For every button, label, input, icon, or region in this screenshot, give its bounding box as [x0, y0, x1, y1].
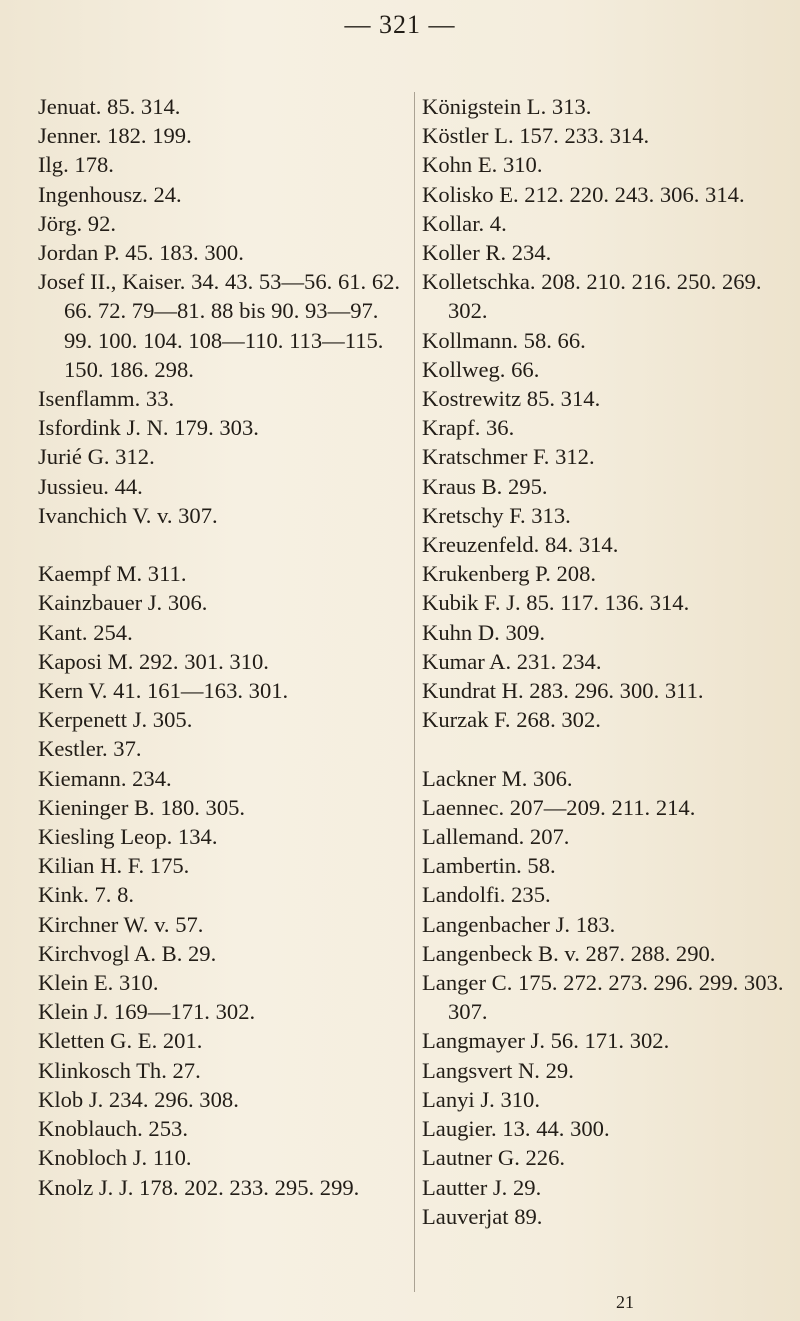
index-entry: Ilg. 178. — [38, 152, 114, 178]
index-entry: Klein J. 169—171. 302. — [38, 999, 256, 1025]
index-entry: Knobloch J. 110. — [38, 1145, 192, 1171]
index-entry: Langer C. 175. 272. 273. 296. 299. 303. 307. — [422, 970, 784, 1025]
index-entry: Lautner G. 226. — [422, 1145, 566, 1171]
index-entry: Klein E. 310. — [38, 970, 159, 996]
index-entry: Lallemand. 207. — [422, 824, 570, 850]
index-entry: Jörg. 92. — [38, 210, 117, 236]
index-entry: Lambertin. 58. — [422, 853, 556, 879]
index-entry: Kolletschka. 208. 210. 216. 250. 269. 302. — [422, 269, 762, 324]
index-entry: Krukenberg P. 208. — [422, 561, 597, 587]
index-entry: Isenflamm. 33. — [38, 386, 175, 412]
index-entry: Kretschy F. 313. — [422, 502, 571, 528]
index-entry: Kreuzenfeld. 84. 314. — [422, 532, 619, 558]
index-entry: Kaempf M. 311. — [38, 561, 187, 587]
index-entry: Kaposi M. 292. 301. 310. — [38, 648, 269, 674]
index-entry: Jurié G. 312. — [38, 444, 155, 470]
index-entry: Ingenhousz. 24. — [38, 181, 182, 207]
index-entry: Kern V. 41. 161—163. 301. — [38, 678, 289, 704]
index-entry: Landolfi. 235. — [422, 882, 551, 908]
index-entry: Kiemann. 234. — [38, 765, 172, 791]
index-entry: Jordan P. 45. 183. 300. — [38, 240, 244, 266]
index-entry: Kuhn D. 309. — [422, 619, 546, 645]
index-entry: Kollar. 4. — [422, 210, 507, 236]
signature-mark: 21 — [616, 1292, 634, 1312]
index-entry: Kraus B. 295. — [422, 473, 548, 499]
index-entry: Kratschmer F. 312. — [422, 444, 595, 470]
index-entry: Koller R. 234. — [422, 240, 552, 266]
index-entry: Kainzbauer J. 306. — [38, 590, 208, 616]
index-entry: Kurzak F. 268. 302. — [422, 707, 601, 733]
index-entry: Kostrewitz 85. 314. — [422, 386, 601, 412]
index-entry: Laugier. 13. 44. 300. — [422, 1116, 610, 1142]
index-entry: Kundrat H. 283. 296. 300. 311. — [422, 678, 704, 704]
index-entry: Kubik F. J. 85. 117. 136. 314. — [422, 590, 690, 616]
index-entry: Knoblauch. 253. — [38, 1116, 188, 1142]
index-entry: Jenner. 182. 199. — [38, 123, 192, 149]
index-entry: Kolisko E. 212. 220. 243. 306. 314. — [422, 181, 745, 207]
index-entry: Kletten G. E. 201. — [38, 1028, 203, 1054]
index-entry: Isfordink J. N. 179. 303. — [38, 415, 259, 441]
index-entry: Kollweg. 66. — [422, 356, 540, 382]
index-entry: Kant. 254. — [38, 619, 133, 645]
column-divider — [414, 92, 415, 1292]
index-entry: Laennec. 207—209. 211. 214. — [422, 794, 696, 820]
index-entry: Josef II., Kaiser. 34. 43. 53—56. 61. 62. 66. 72. 79—81. 88 bis 90. 93—97. 99. 100. 104. 108—110. 113—115. 150. 186. 298. — [38, 269, 401, 382]
index-entry: Köstler L. 157. 233. 314. — [422, 123, 650, 149]
index-entry: Kirchvogl A. B. 29. — [38, 940, 217, 966]
index-entry: Kumar A. 231. 234. — [422, 648, 602, 674]
index-entry: Langsvert N. 29. — [422, 1057, 574, 1083]
index-entry: Lanyi J. 310. — [422, 1086, 540, 1112]
index-column-right — [422, 92, 794, 1231]
index-entry: Kirchner W. v. 57. — [38, 911, 204, 937]
index-entry: Jussieu. 44. — [38, 473, 143, 499]
index-entry: Kohn E. 310. — [422, 152, 543, 178]
index-entry: Kiesling Leop. 134. — [38, 824, 218, 850]
index-entry: Kerpenett J. 305. — [38, 707, 193, 733]
section-gap — [38, 530, 408, 559]
index-entry: Langenbeck B. v. 287. 288. 290. — [422, 940, 716, 966]
index-entry: Königstein L. 313. — [422, 94, 592, 119]
index-entry: Ivanchich V. v. 307. — [38, 502, 218, 528]
section-gap — [422, 734, 794, 763]
index-entry: Langmayer J. 56. 171. 302. — [422, 1028, 670, 1054]
index-entry: Kieninger B. 180. 305. — [38, 794, 246, 820]
index-column-left — [38, 92, 408, 1202]
index-entry: Jenuat. 85. 314. — [38, 94, 181, 119]
index-entry: Kink. 7. 8. — [38, 882, 135, 908]
index-entry: Klinkosch Th. 27. — [38, 1057, 201, 1083]
index-entry: Klob J. 234. 296. 308. — [38, 1086, 239, 1112]
index-entry: Krapf. 36. — [422, 415, 515, 441]
page-number: — 321 — — [344, 10, 456, 39]
index-entry: Lauverjat 89. — [422, 1203, 543, 1229]
index-entry: Lautter J. 29. — [422, 1174, 542, 1200]
index-entry: Kestler. 37. — [38, 736, 142, 762]
index-entry: Kollmann. 58. 66. — [422, 327, 586, 353]
index-entry: Langenbacher J. 183. — [422, 911, 616, 937]
index-entry: Lackner M. 306. — [422, 765, 573, 791]
index-entry: Knolz J. J. 178. 202. 233. 295. 299. — [38, 1174, 360, 1200]
index-entry: Kilian H. F. 175. — [38, 853, 190, 879]
